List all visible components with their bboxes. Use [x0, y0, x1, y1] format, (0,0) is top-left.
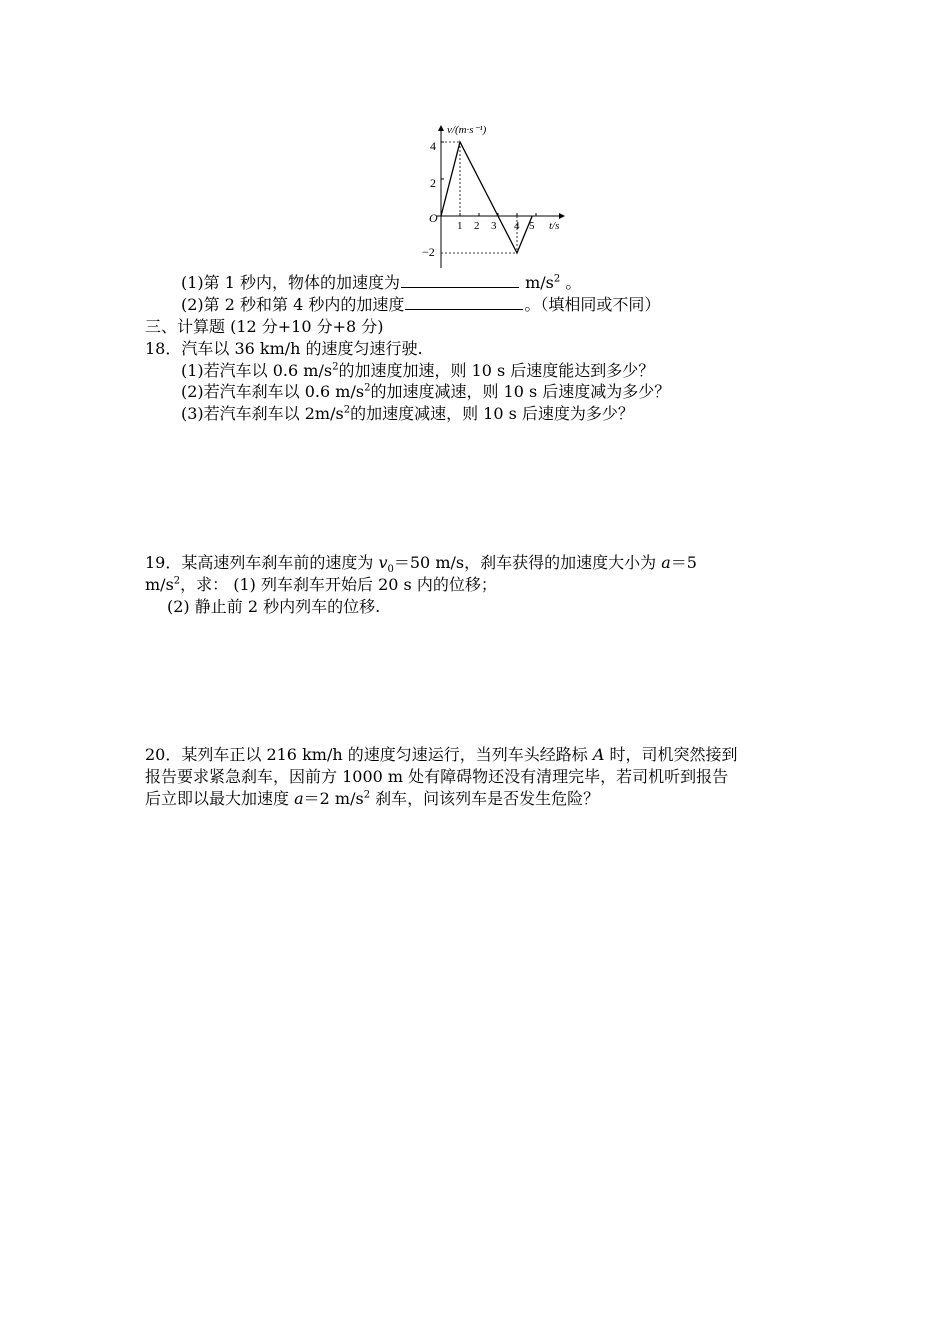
q18-part2	[181, 381, 670, 403]
y-axis-label: v/(m·s⁻¹)	[447, 124, 487, 136]
q19-v-var: v	[378, 553, 388, 572]
q19-line3: (2) 静止前 2 秒内列车的位移.	[167, 597, 381, 616]
x-tick-4: 4	[514, 220, 520, 232]
axis-ticks	[441, 142, 536, 216]
section-3-title: 三、计算题 (12 分+10 分+8 分)	[145, 317, 384, 336]
q17-part2-text: (2)第 2 秒和第 4 秒内的加速度	[181, 295, 405, 314]
guide-lines	[441, 142, 517, 253]
y-tick-minus-2: −2	[422, 245, 435, 259]
q17-part2-end: 。（填相同或不同）	[524, 295, 661, 314]
q17-part1-sup: 2	[553, 273, 561, 285]
q17-part2	[181, 294, 660, 316]
q18-part3-sup: 2	[343, 404, 351, 416]
q17-part1-text: (1)第 1 秒内，物体的加速度为	[181, 273, 401, 292]
q20-l3-c: 刹车，问该列车是否发生危险？	[370, 789, 600, 808]
velocity-line	[441, 142, 532, 253]
q17-part1-end: 。	[560, 273, 582, 292]
q19-l1-b: ＝50 m/s，刹车获得的加速度大小为	[393, 553, 662, 572]
q18-part2-a: (2)若汽车刹车以 0.6 m/s	[181, 382, 365, 401]
q20-l3-a: 后立即以最大加速度	[145, 789, 295, 808]
q19-v-sub: 0	[387, 564, 394, 576]
x-axis-label: t/s	[549, 220, 560, 232]
q18-part1	[181, 360, 654, 382]
q19-l1-a: 19．某高速列车刹车前的速度为	[145, 553, 379, 572]
q19-line1	[145, 552, 697, 574]
q18-part3-a: (3)若汽车刹车以 2m/s	[181, 404, 344, 423]
q18-part2-b: 的加速度减速，则 10 s 后速度减为多少？	[370, 382, 671, 401]
q18-part3	[181, 403, 634, 425]
q18-part1-b: 的加速度加速，则 10 s 后速度能达到多少？	[338, 361, 655, 380]
q17-part1-blank[interactable]	[401, 273, 519, 288]
x-tick-1: 1	[457, 220, 463, 232]
x-tick-5: 5	[529, 220, 535, 232]
origin-label: O	[429, 211, 438, 225]
q20-l1-a: 20．某列车正以 216 km/h 的速度匀速运行，当列车头经路标	[145, 745, 593, 764]
velocity-time-graph	[418, 120, 568, 270]
y-tick-4: 4	[430, 139, 436, 153]
q18-part3-b: 的加速度减速，则 10 s 后速度为多少？	[350, 404, 634, 423]
x-tick-2: 2	[474, 220, 480, 232]
q18-stem: 18．汽车以 36 km/h 的速度匀速行驶.	[145, 339, 423, 358]
q19-l1-c: ＝5	[670, 553, 697, 572]
q20-l3-b: ＝2 m/s	[303, 789, 364, 808]
q20-line1	[145, 744, 737, 766]
q17-part1-unit: m/s	[520, 273, 554, 292]
q20-l1-b: 时，司机突然接到	[604, 745, 738, 764]
q20-l3-sup: 2	[363, 789, 371, 801]
x-tick-3: 3	[491, 220, 497, 232]
q18-part2-sup: 2	[364, 382, 371, 394]
q20-a-var: A	[592, 745, 605, 764]
q19-line2	[145, 574, 497, 596]
q17-part2-blank[interactable]	[405, 295, 523, 310]
q19-a-var: a	[661, 553, 671, 572]
y-tick-2: 2	[430, 176, 436, 190]
q19-l2-sup: 2	[173, 575, 181, 587]
q19-l2-a: m/s	[145, 575, 174, 594]
q17-part1	[181, 272, 581, 294]
q20-accel-var: a	[294, 789, 304, 808]
q20-line2: 报告要求紧急刹车，因前方 1000 m 处有障碍物还没有清理完毕，若司机听到报告	[145, 767, 729, 786]
q20-line3	[145, 788, 599, 810]
q18-part1-a: (1)若汽车以 0.6 m/s	[181, 361, 333, 380]
q19-l2-b: ，求： (1) 列车刹车开始后 20 s 内的位移；	[180, 575, 497, 594]
q18-part1-sup: 2	[332, 361, 339, 373]
